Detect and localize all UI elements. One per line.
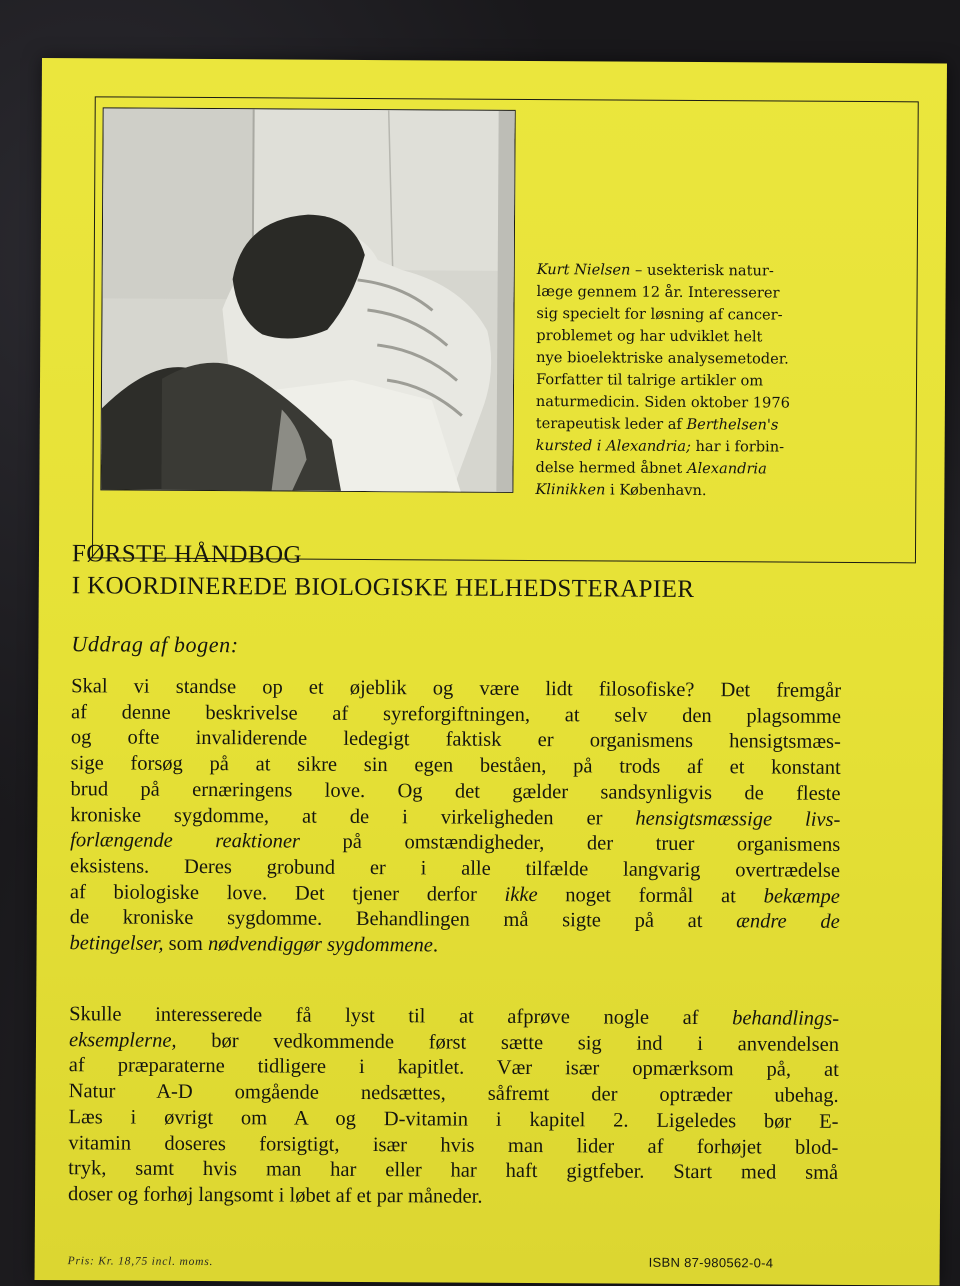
book-title (72, 538, 695, 606)
book-title-line-2: I KOORDINEREDE BIOLOGISKE HELHEDSTERAPIER (71, 572, 695, 603)
isbn-label: ISBN 87-980562-0-4 (648, 1254, 774, 1271)
excerpt-paragraph-1: Skal vi standse op et øjeblik og være lidt filosofiske? Det fremgår af denne beskrivelse af syreforgiftningen, at selv den plagsomme og ofte invaliderende ledegigt faktisk er organismens hensigtsmæs- sige forsøg på at sikre sin egen beståen, på trods af et konstant brud på ernæringens love. Og det gælder sandsynligvis de fleste kroniske sygdomme, at de i virkeligheden er hensigtsmæssige livs- forlængende reaktioner på omstændigheder, der truer organismens eksistens. Deres grobund er i alle tilfælde langvarig overtrædelse af biologiske love. Det tjener derfor ikke noget formål at bekæmpe de kroniske sygdomme. Behandlingen må sigte på at ændre de betingelser, som nødvendiggør sygdommene. (69, 675, 842, 957)
book-back-cover (35, 58, 947, 1286)
author-name: Kurt Nielsen (536, 261, 631, 279)
excerpt-label: Uddrag af bogen: (71, 631, 239, 658)
book-title-line-1: FØRSTE HÅNDBOG (71, 540, 302, 569)
author-photo (100, 107, 515, 493)
author-bio: Kurt Nielsen – usekterisk natur- læge gennem 12 år. Interesserer sig specielt for løsning af cancer- problemet og har udviklet helt nye bioelektriske analysemetoder. Forfatter til talrige artikler om naturmedicin. Siden oktober 1976 terapeutisk leder af Berthelsen's kursted i Alexandria; har i forbin- delse hermed åbnet Alexandria Klinikken i København. (535, 261, 791, 500)
excerpt-paragraph-2: Skulle interesserede få lyst til at afprøve nogle af behandlings- eksemplerne, bør vedkommende først sætte sig ind i anvendelsen af præparaterne tidligere i kapitlet. Vær især opmærksom på, at Natur A-D omgående nedsættes, såfremt der optræder ubehag. Læs i øvrigt om A og D-vitamin i kapitel 2. Ligeledes bør E- vitamin doseres forsigtigt, især hvis man lider af forhøjet blod- tryk, samt hvis man har eller har haft gigtfeber. Start med små doser og forhøj langsomt i løbet af et par måneder. (67, 1003, 840, 1208)
price-label: Pris: Kr. 18,75 incl. moms. (67, 1255, 214, 1269)
